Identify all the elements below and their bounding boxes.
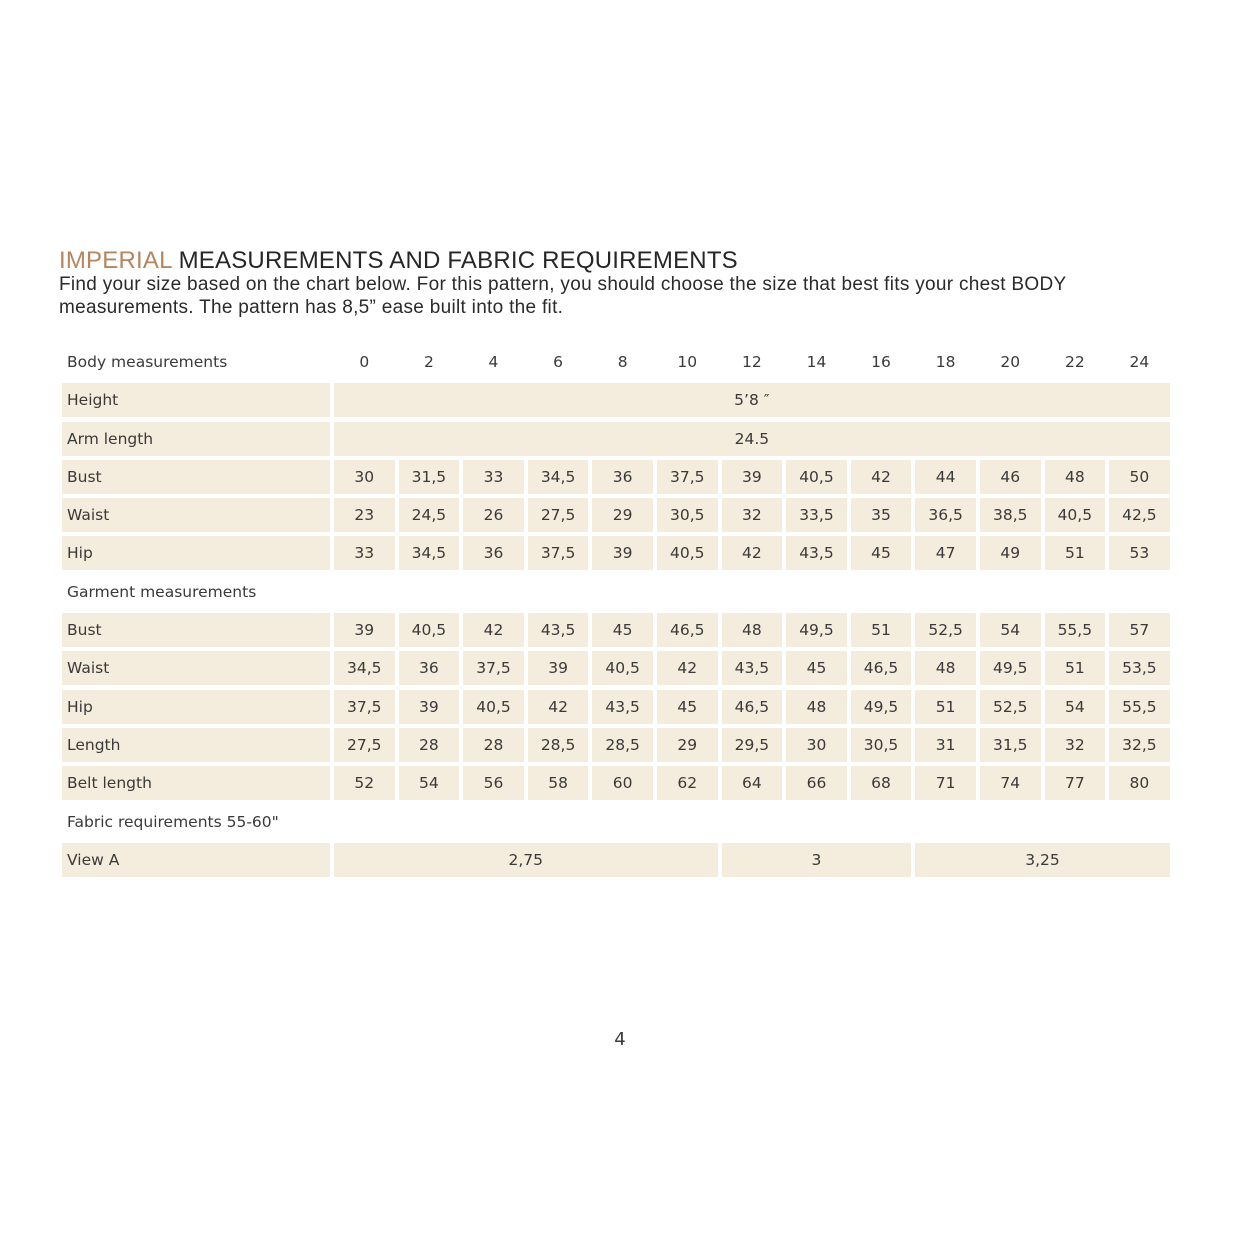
row-label: Hip <box>62 536 330 570</box>
table-cell: 40,5 <box>399 613 460 647</box>
table-cell: 56 <box>463 766 524 800</box>
table-cell: 34,5 <box>399 536 460 570</box>
table-cell: 49,5 <box>980 651 1041 685</box>
size-header: 8 <box>617 353 628 371</box>
size-header: 10 <box>677 353 698 371</box>
table-cell: 42 <box>528 690 589 724</box>
size-header: 22 <box>1064 353 1085 371</box>
row-label: Belt length <box>62 766 330 800</box>
table-cell: 58 <box>528 766 589 800</box>
table-cell: 31,5 <box>399 460 460 494</box>
table-cell: 32,5 <box>1109 728 1170 762</box>
table-cell: 32 <box>1045 728 1106 762</box>
table-cell: 30 <box>334 460 395 494</box>
table-cell: 44 <box>915 460 976 494</box>
size-chart-table <box>62 345 1170 877</box>
table-cell: 51 <box>851 613 912 647</box>
table-cell: 60 <box>592 766 653 800</box>
table-cell: 39 <box>334 613 395 647</box>
table-cell: 57 <box>1109 613 1170 647</box>
row-label: View A <box>62 843 330 877</box>
table-cell: 36 <box>592 460 653 494</box>
size-header: 4 <box>488 353 499 371</box>
table-cell: 49 <box>980 536 1041 570</box>
table-cell: 39 <box>528 651 589 685</box>
table-cell: 29 <box>592 498 653 532</box>
table-cell: 48 <box>722 613 783 647</box>
table-cell: 30,5 <box>657 498 718 532</box>
table-cell: 68 <box>851 766 912 800</box>
table-cell: 28,5 <box>592 728 653 762</box>
fabric-value: 3 <box>722 843 912 877</box>
row-label: Bust <box>62 613 330 647</box>
table-cell: 55,5 <box>1045 613 1106 647</box>
table-cell: 45 <box>786 651 847 685</box>
table-cell: 46,5 <box>722 690 783 724</box>
table-cell: 30,5 <box>851 728 912 762</box>
row-label: Length <box>62 728 330 762</box>
table-cell: 26 <box>463 498 524 532</box>
table-cell: 71 <box>915 766 976 800</box>
table-cell: 29 <box>657 728 718 762</box>
table-cell: 53 <box>1109 536 1170 570</box>
table-cell: 45 <box>592 613 653 647</box>
table-cell: 66 <box>786 766 847 800</box>
table-cell: 28 <box>463 728 524 762</box>
size-header: 12 <box>741 353 762 371</box>
table-cell: 46,5 <box>657 613 718 647</box>
table-cell: 50 <box>1109 460 1170 494</box>
table-cell: 29,5 <box>722 728 783 762</box>
table-cell: 37,5 <box>463 651 524 685</box>
table-cell: 40,5 <box>786 460 847 494</box>
table-cell: 34,5 <box>334 651 395 685</box>
table-cell: 40,5 <box>463 690 524 724</box>
table-cell: 27,5 <box>334 728 395 762</box>
table-cell: 62 <box>657 766 718 800</box>
fabric-value: 2,75 <box>334 843 718 877</box>
table-cell: 36,5 <box>915 498 976 532</box>
garment-measurements-header: Garment measurements <box>67 582 257 601</box>
table-cell: 43,5 <box>528 613 589 647</box>
size-header: 20 <box>1000 353 1021 371</box>
table-cell: 51 <box>915 690 976 724</box>
table-cell: 42 <box>851 460 912 494</box>
table-cell: 45 <box>657 690 718 724</box>
table-cell: 27,5 <box>528 498 589 532</box>
row-label: Waist <box>62 498 330 532</box>
size-header: 0 <box>359 353 370 371</box>
table-cell: 52,5 <box>980 690 1041 724</box>
table-cell: 37,5 <box>334 690 395 724</box>
table-cell: 48 <box>1045 460 1106 494</box>
table-cell: 45 <box>851 536 912 570</box>
size-header: 14 <box>806 353 827 371</box>
table-cell: 34,5 <box>528 460 589 494</box>
row-label: Height <box>62 383 330 417</box>
table-cell: 48 <box>915 651 976 685</box>
table-cell: 37,5 <box>528 536 589 570</box>
table-cell: 77 <box>1045 766 1106 800</box>
table-cell: 80 <box>1109 766 1170 800</box>
table-cell: 53,5 <box>1109 651 1170 685</box>
table-cell: 51 <box>1045 651 1106 685</box>
table-cell: 49,5 <box>851 690 912 724</box>
table-cell: 40,5 <box>1045 498 1106 532</box>
fabric-requirements-header: Fabric requirements 55-60" <box>67 812 279 831</box>
row-label: Hip <box>62 690 330 724</box>
table-cell: 31 <box>915 728 976 762</box>
table-cell: 49,5 <box>786 613 847 647</box>
table-cell: 36 <box>463 536 524 570</box>
table-cell: 40,5 <box>657 536 718 570</box>
title-rest: MEASUREMENTS AND FABRIC REQUIREMENTS <box>171 247 738 274</box>
table-cell: 55,5 <box>1109 690 1170 724</box>
table-cell: 42,5 <box>1109 498 1170 532</box>
table-cell: 38,5 <box>980 498 1041 532</box>
table-cell: 43,5 <box>786 536 847 570</box>
page-title <box>59 247 738 275</box>
table-cell: 33,5 <box>786 498 847 532</box>
arm-length-value: 24.5 <box>334 422 1170 456</box>
table-cell: 39 <box>722 460 783 494</box>
fabric-value: 3,25 <box>915 843 1169 877</box>
row-label: Arm length <box>62 422 330 456</box>
table-cell: 40,5 <box>592 651 653 685</box>
table-cell: 42 <box>657 651 718 685</box>
table-cell: 32 <box>722 498 783 532</box>
table-cell: 33 <box>334 536 395 570</box>
table-cell: 52 <box>334 766 395 800</box>
size-header: 6 <box>553 353 564 371</box>
size-header: 16 <box>871 353 891 371</box>
table-cell: 42 <box>463 613 524 647</box>
table-cell: 43,5 <box>722 651 783 685</box>
page-number: 4 <box>614 1029 626 1050</box>
table-cell: 64 <box>722 766 783 800</box>
table-cell: 28,5 <box>528 728 589 762</box>
table-cell: 35 <box>851 498 912 532</box>
table-cell: 42 <box>722 536 783 570</box>
row-label: Waist <box>62 651 330 685</box>
size-header: 18 <box>935 353 956 371</box>
table-cell: 39 <box>399 690 460 724</box>
table-cell: 46 <box>980 460 1041 494</box>
table-cell: 54 <box>1045 690 1106 724</box>
table-cell: 39 <box>592 536 653 570</box>
table-cell: 30 <box>786 728 847 762</box>
title-accent: IMPERIAL <box>59 247 172 274</box>
body-measurements-header: Body measurements <box>67 353 228 371</box>
size-header: 2 <box>423 353 434 371</box>
table-cell: 46,5 <box>851 651 912 685</box>
table-cell: 43,5 <box>592 690 653 724</box>
table-cell: 47 <box>915 536 976 570</box>
table-cell: 51 <box>1045 536 1106 570</box>
size-header: 24 <box>1129 353 1150 371</box>
table-cell: 54 <box>399 766 460 800</box>
table-cell: 28 <box>399 728 460 762</box>
table-cell: 52,5 <box>915 613 976 647</box>
table-cell: 48 <box>786 690 847 724</box>
table-cell: 31,5 <box>980 728 1041 762</box>
table-cell: 36 <box>399 651 460 685</box>
table-cell: 24,5 <box>399 498 460 532</box>
table-cell: 23 <box>334 498 395 532</box>
table-cell: 74 <box>980 766 1041 800</box>
row-label: Bust <box>62 460 330 494</box>
table-cell: 37,5 <box>657 460 718 494</box>
height-value: 5’8 ″ <box>334 383 1170 417</box>
intro-text: Find your size based on the chart below. For this pattern, you should choose the size that best fits your chest BODY measurements. The pattern has 8,5” ease built into the fit. <box>59 274 1067 318</box>
table-cell: 54 <box>980 613 1041 647</box>
table-cell: 33 <box>463 460 524 494</box>
